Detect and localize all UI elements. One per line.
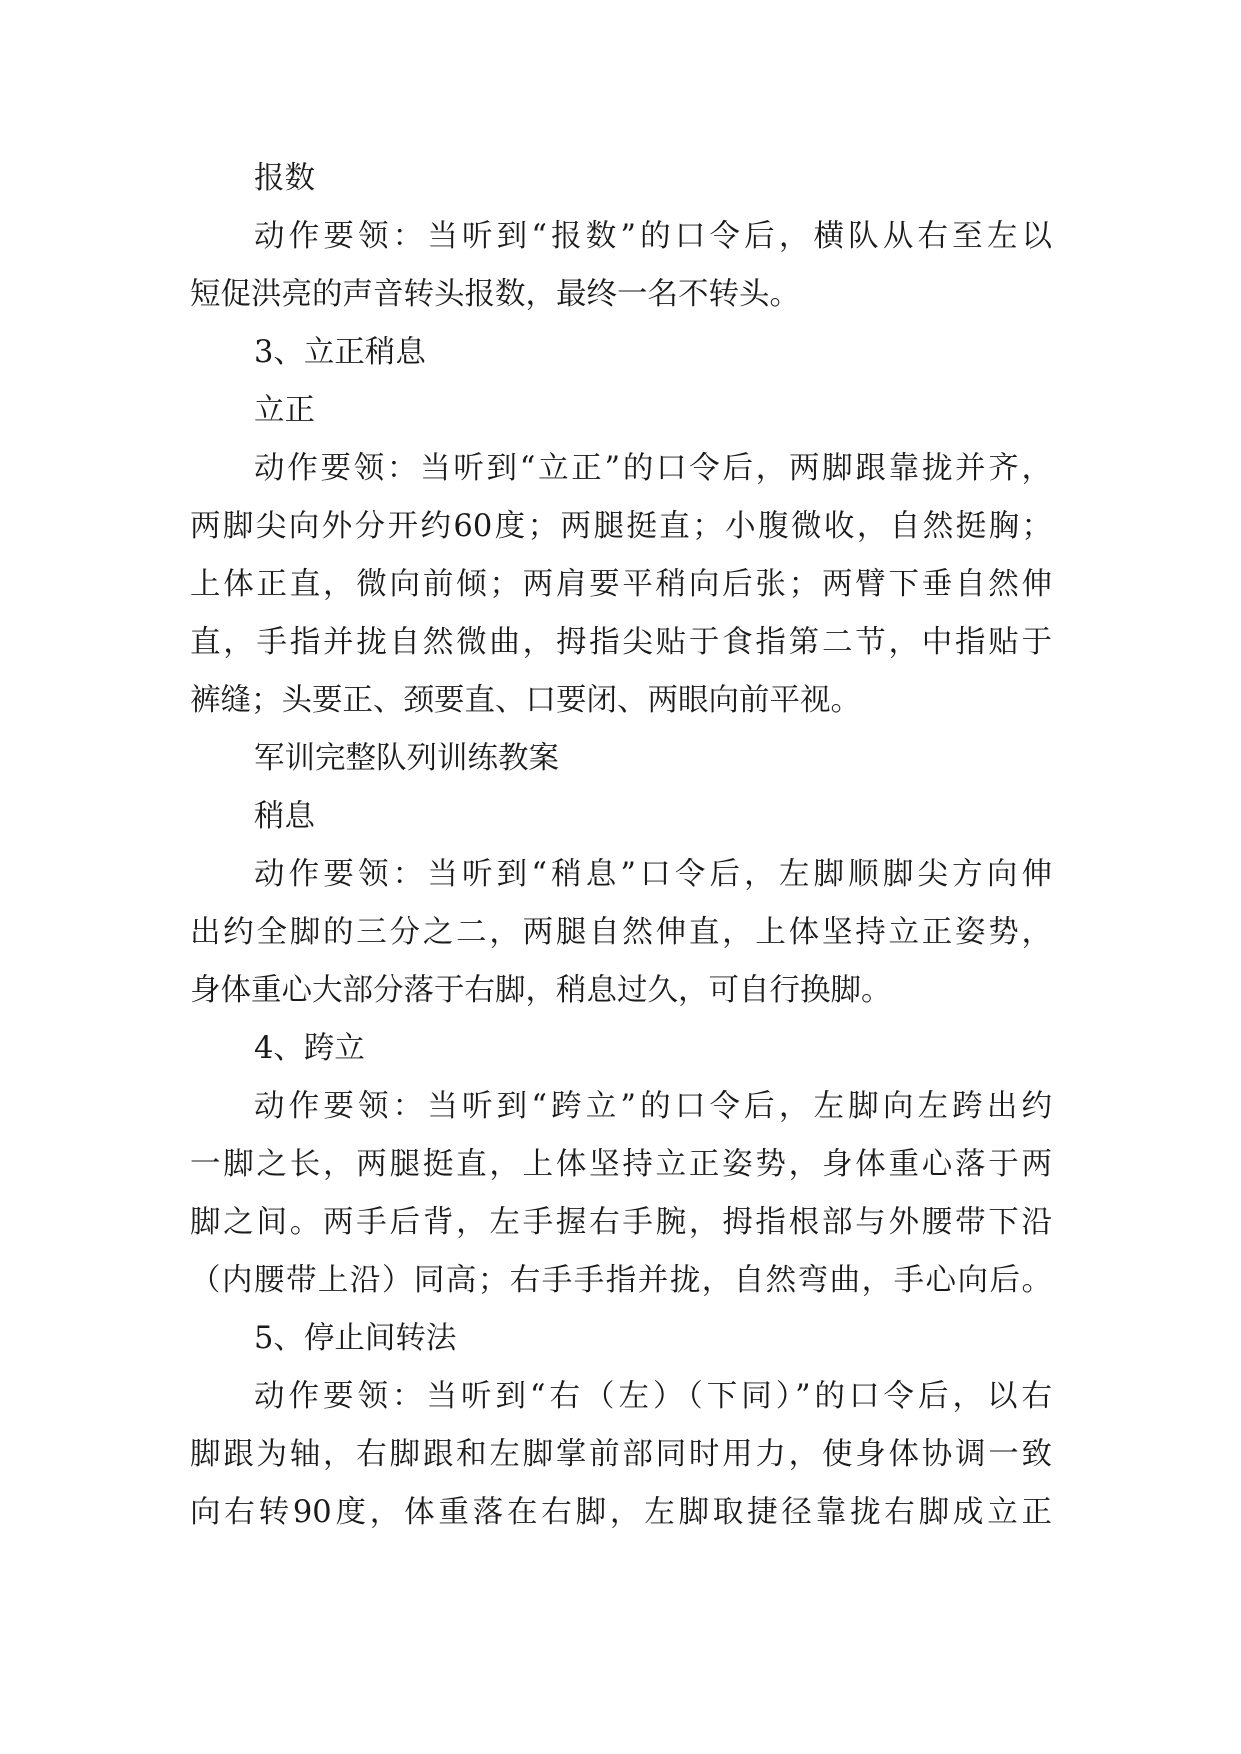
text-line: 向右转90度，体重落在右脚，左脚取捷径靠拢右脚成立正 xyxy=(190,1495,1052,1530)
text-line: 报数 xyxy=(254,161,315,196)
text-line: 上体正直，微向前倾；两肩要平稍向后张；两臂下垂自然伸 xyxy=(190,567,1052,602)
text-line: 脚跟为轴，右脚跟和左脚掌前部同时用力，使身体协调一致 xyxy=(190,1437,1052,1472)
text-line: 身体重心大部分落于右脚，稍息过久，可自行换脚。 xyxy=(190,973,892,1008)
text-line: 一脚之长，两腿挺直，上体坚持立正姿势，身体重心落于两 xyxy=(190,1147,1052,1182)
text-line: 短促洪亮的声音转头报数，最终一名不转头。 xyxy=(190,277,800,312)
text-line: （内腰带上沿）同高；右手手指并拢，自然弯曲，手心向后。 xyxy=(190,1263,1052,1298)
text-line: 动作要领：当听到“右（左）（下同）”的口令后，以右 xyxy=(254,1379,1052,1414)
text-line: 动作要领：当听到“跨立”的口令后，左脚向左跨出约 xyxy=(254,1089,1052,1124)
text-line: 脚之间。两手后背，左手握右手腕，拇指根部与外腰带下沿 xyxy=(190,1205,1052,1240)
text-line: 动作要领：当听到“稍息”口令后，左脚顺脚尖方向伸 xyxy=(254,857,1052,892)
text-line: 动作要领：当听到“报数”的口令后，横队从右至左以 xyxy=(254,219,1052,254)
text-line: 稍息 xyxy=(254,799,315,834)
text-line: 5、停止间转法 xyxy=(254,1321,457,1356)
text-line: 动作要领：当听到“立正”的口令后，两脚跟靠拢并齐， xyxy=(254,451,1052,486)
text-line: 裤缝；头要正、颈要直、口要闭、两眼向前平视。 xyxy=(190,683,861,718)
text-line: 出约全脚的三分之二，两腿自然伸直，上体坚持立正姿势， xyxy=(190,915,1052,950)
text-line: 两脚尖向外分开约60度；两腿挺直；小腹微收，自然挺胸； xyxy=(190,509,1052,544)
text-line: 直，手指并拢自然微曲，拇指尖贴于食指第二节，中指贴于 xyxy=(190,625,1052,660)
text-line: 立正 xyxy=(254,393,315,428)
text-line: 3、立正稍息 xyxy=(254,335,426,370)
text-line: 4、跨立 xyxy=(254,1031,365,1066)
document-page xyxy=(190,150,1052,1542)
text-line: 军训完整队列训练教案 xyxy=(254,741,559,776)
